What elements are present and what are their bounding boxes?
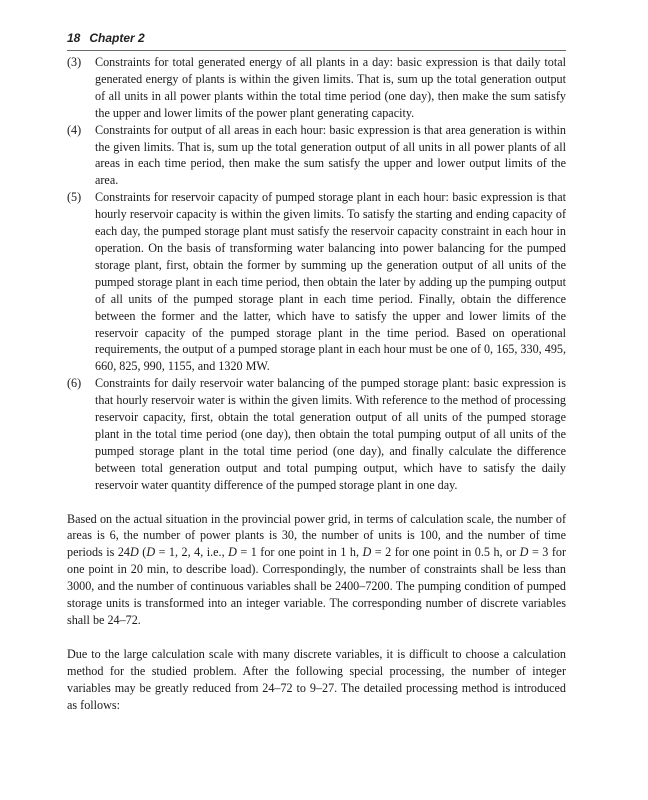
item-number: (4) [67,122,82,137]
constraint-item-3 [67,54,566,122]
item-text: Constraints for reservoir capacity of pumped storage plant in each hour: basic expression is that hourly reservoir capacity is within the given limits. To satisfy the starting and ending capacity of each day, the pumped storage plant must satisfy the reservoir capacity constraint in each hour in operation. On the basis of transforming water balancing into power balancing for the pumped storage plant, first, obtain the former by summing up the generation output of all units of the pumped storage plant in each time period, then obtain the later by adding up the pumping output of all units of the pumped storage plant in each time period. Finally, obtain the difference between the former and the latter, which have to satisfy the upper and lower limits of the reservoir capacity of the pumped storage plant in the time period. Based on operational requirements, the output of a pumped storage plant in each hour must be one of 0, 165, 330, 495, 660, 825, 990, 1155, and 1320 MW. [95,190,566,374]
math-variable: D [362,545,372,560]
paragraph-text: Based on the actual situation in the provincial power grid, in terms of calculation scale, the number of areas is 6, the number of power plants is 30, the number of units is 100, and the number of time periods is 24 [67,511,566,560]
item-text: Constraints for total generated energy of all plants in a day: basic expression is that daily total generated energy of plants is within the given limits. That is, sum up the total generation output of all units in all power plants within the total time period (one day), then make the sum satisfy the upper and lower limits of the power plant generating capacity. [95,55,566,120]
running-head [67,28,566,48]
paragraph-text: = 3 for one point in 20 min, to describe load). Correspondingly, the number of constraints shall be less than 3000, and the number of continuous variables shall be 2400–7200. The pumping condition of pumped storage units is transformed into an integer variable. The corresponding number of discrete variables shall be 24–72. [67,545,567,627]
item-number: (5) [67,190,82,205]
processing-paragraph: Due to the large calculation scale with many discrete variables, it is difficult to choose a calculation method for the studied problem. After the following special processing, the number of integer variables may be greatly reduced from 24–72 to 9–27. The detailed processing method is introduced as follows: [67,646,566,712]
paragraph-text: = 1, 2, 4, i.e., [155,545,229,560]
constraint-item-4 [67,122,566,190]
constraint-list [67,54,566,494]
constraint-item-5 [67,189,566,375]
math-variable: D [129,545,139,560]
calculation-scale-paragraph [67,511,566,629]
math-variable: D [519,545,529,560]
item-text: Constraints for daily reservoir water balancing of the pumped storage plant: basic expression is that hourly reservoir water is within the given limits. With reference to the method of processing reservoir capacity, first, obtain the total generation output of all units of the pumped storage plant in the total time period (one day), then obtain the total pumping output of all units of the pumped storage plant in the total time period (one day), and finally calculate the difference between total generation output and total pumping output, which have to satisfy the daily reservoir water quantity difference of the pumped storage plant in one day. [95,376,566,492]
math-variable: D [228,545,237,560]
constraint-item-6 [67,375,566,493]
math-variable: D [146,545,156,560]
item-text: Constraints for output of all areas in each hour: basic expression is that area generation is within the given limits. That is, sum up the total generation output of all units in all power plants of all areas in each time period, then make the sum satisfy the upper and lower output limits of the area. [95,122,566,188]
paragraph-text: = 2 for one point in 0.5 h, or [371,545,520,560]
item-number: (6) [67,376,82,391]
chapter-title: Chapter 2 [89,31,145,45]
book-page [67,28,566,714]
paragraph-text: ( [138,545,147,560]
paragraph-text: = 1 for one point in 1 h, [236,545,363,560]
header-rule [67,50,566,51]
page-number: 18 [67,31,81,45]
item-number: (3) [67,55,82,69]
